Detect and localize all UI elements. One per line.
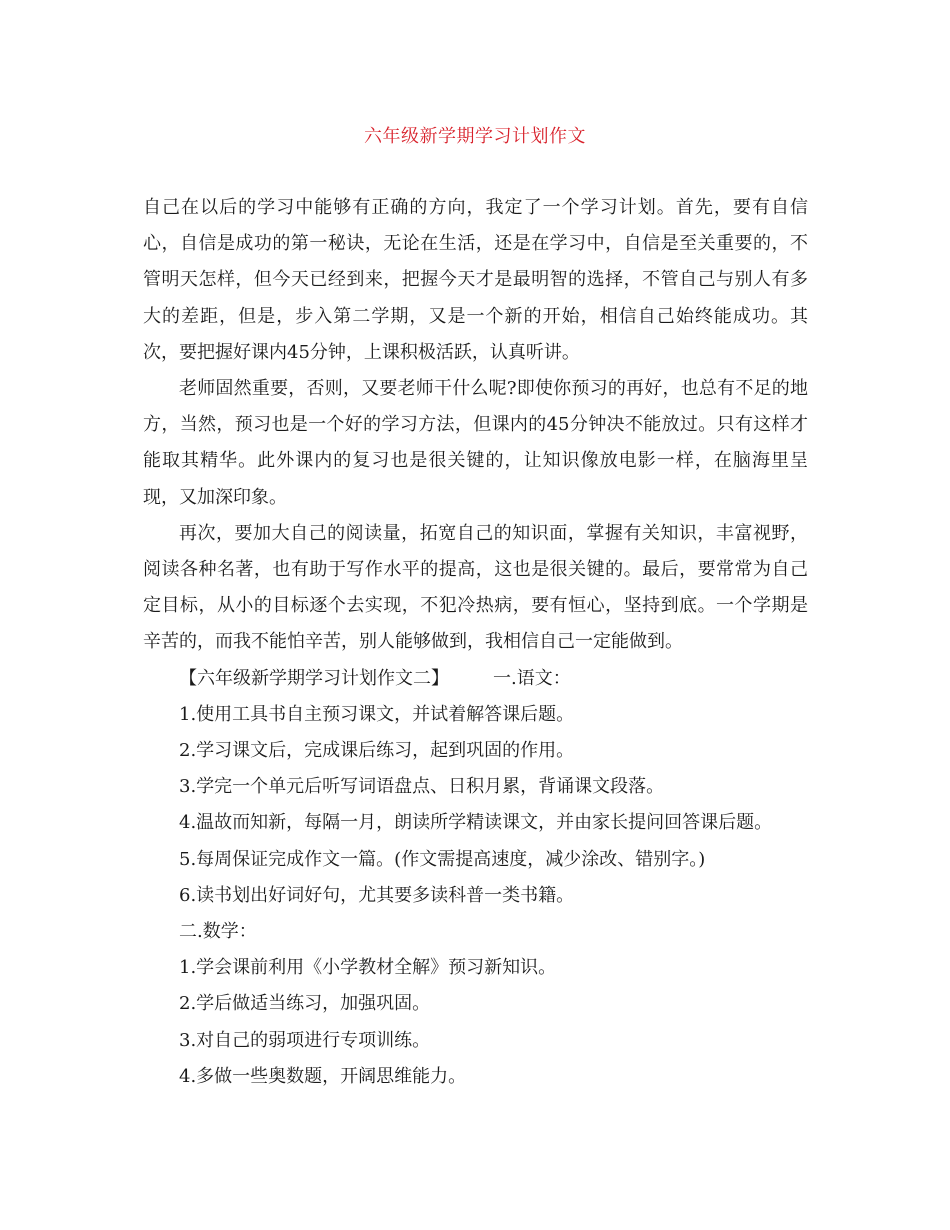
math-item-2: 2.学后做适当练习，加强巩固。 <box>179 993 431 1015</box>
chinese-item-2: 2.学习课文后，完成课后练习，起到巩固的作用。 <box>179 740 575 762</box>
math-item-3: 3.对自己的弱项进行专项训练。 <box>179 1029 431 1051</box>
chinese-heading: 一.语文： <box>493 667 571 689</box>
paragraph-1: 自己在以后的学习中能够有正确的方向，我定了一个学习计划。首先，要有自信心，自信是成功的第一秘诀，无论在生活，还是在学习中，自信是至关重要的，不管明天怎样，但今天已经到来，把握今天才是最明智的选择，不管自己与别人有多大的差距，但是，步入第二学期，又是一个新的开始，相信自己始终能成功。其次，要把握好课内45分钟，上课积极活跃，认真听讲。 <box>143 197 808 363</box>
section-two-heading-row <box>143 661 808 697</box>
paragraph-2: 老师固然重要，否则，又要老师干什么呢?即使你预习的再好，也总有不足的地方，当然，预习也是一个好的学习方法，但课内的45分钟决不能放过。只有这样才能取其精华。此外课内的复习也是很关键的，让知识像放电影一样，在脑海里呈现，又加深印象。 <box>143 378 808 508</box>
chinese-item-3: 3.学完一个单元后听写词语盘点、日积月累，背诵课文段落。 <box>179 776 665 798</box>
document-title: 六年级新学期学习计划作文 <box>364 126 586 147</box>
section-two-heading: 【六年级新学期学习计划作文二】 <box>179 667 449 689</box>
math-item-1: 1.学会课前利用《小学教材全解》预习新知识。 <box>179 957 557 979</box>
chinese-item-4: 4.温故而知新，每隔一月，朗读所学精读课文，并由家长提问回答课后题。 <box>179 812 773 834</box>
math-heading: 二.数学： <box>179 921 257 943</box>
chinese-item-1: 1.使用工具书自主预习课文，并试着解答课后题。 <box>179 703 575 725</box>
paragraph-3: 再次，要加大自己的阅读量，拓宽自己的知识面，掌握有关知识，丰富视野，阅读各种名著，也有助于写作水平的提高，这也是很关键的。最后，要常常为自己定目标，从小的目标逐个去实现，不犯冷热病，要有恒心，坚持到底。一个学期是辛苦的，而我不能怕辛苦，别人能够做到，我相信自己一定能做到。 <box>143 522 808 653</box>
math-item-4: 4.多做一些奥数题，开阔思维能力。 <box>179 1065 467 1087</box>
document-body <box>143 190 808 1095</box>
chinese-item-5: 5.每周保证完成作文一篇。(作文需提高速度，减少涂改、错别字。) <box>179 848 706 870</box>
chinese-item-6: 6.读书划出好词好句，尤其要多读科普一类书籍。 <box>179 884 575 906</box>
